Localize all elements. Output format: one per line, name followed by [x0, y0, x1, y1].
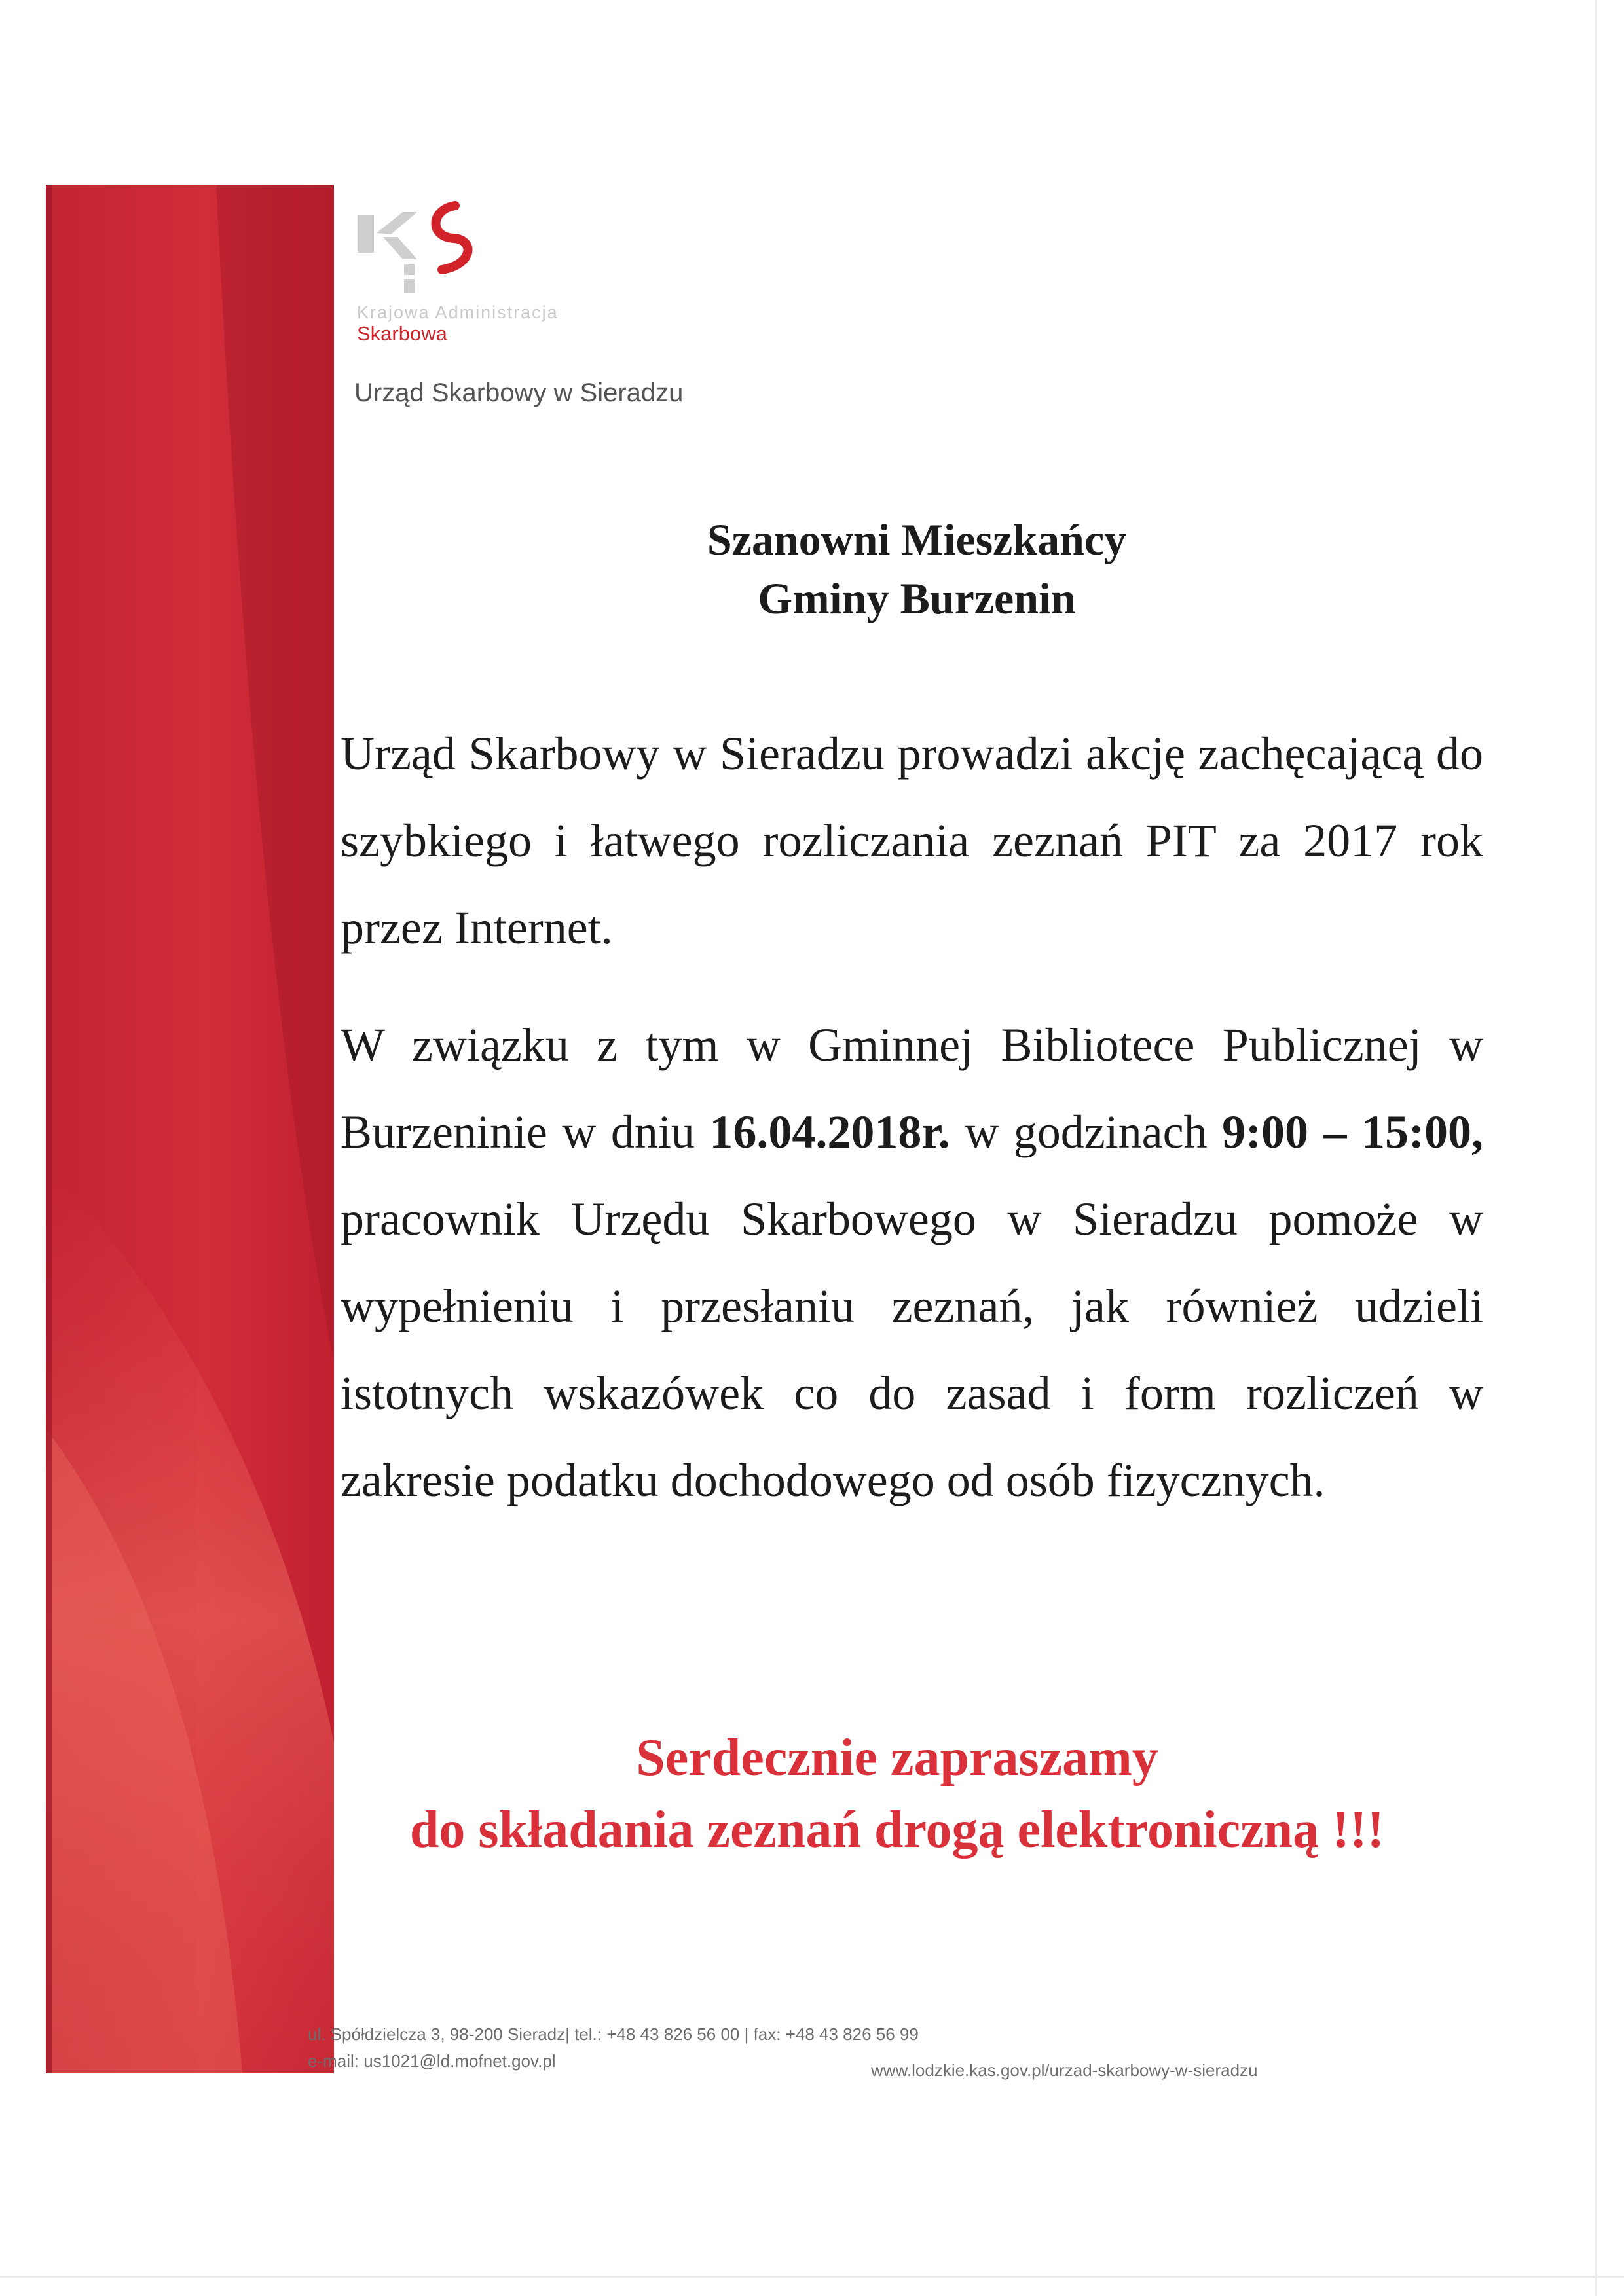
paragraph-2: [341, 1002, 1483, 1524]
paragraph-2-part1: W związku z tym w Gminnej Bibliotece Publicznej w Burzeninie w dniu: [341, 1019, 1483, 1158]
scan-edge-right: [1595, 0, 1597, 2296]
footer-website: www.lodzkie.kas.gov.pl/urzad-skarbowy-w-sieradzu: [871, 2060, 1258, 2080]
kas-logo-icon: [357, 196, 488, 295]
event-hours: 9:00 – 15:00,: [1222, 1106, 1483, 1158]
scan-edge-bottom: [0, 2276, 1624, 2278]
office-name: Urząd Skarbowy w Sieradzu: [354, 378, 684, 407]
greeting-line1: Szanowni Mieszkańcy: [707, 515, 1127, 564]
event-date: 16.04.2018r.: [709, 1106, 950, 1158]
paragraph-1: Urząd Skarbowy w Sieradzu prowadzi akcję zachęcającą do szybkiego i łatwego rozliczania zeznań PIT za 2017 rok przez Internet.: [341, 727, 1483, 954]
logo-text-line1: Krajowa Administracja: [357, 302, 559, 322]
paragraph-2-part2: w godzinach: [950, 1106, 1223, 1158]
invitation-line1: Serdecznie zapraszamy: [636, 1729, 1158, 1787]
footer-email: e-mail: us1021@ld.mofnet.gov.pl: [308, 2051, 556, 2071]
greeting-line2: Gminy Burzenin: [758, 574, 1076, 623]
paragraph-2-part3: pracownik Urzędu Skarbowego w Sieradzu pomoże w wypełnieniu i przesłaniu zeznań, jak również udzieli istotnych wskazówek co do zasad i form rozliczeń w zakresie podatku dochodowego od osób fizycznych.: [341, 1193, 1483, 1506]
invitation-line2: do składania zeznań drogą elektroniczną !!!: [409, 1801, 1385, 1859]
decorative-red-band: [46, 185, 334, 2073]
footer-address: ul. Spółdzielcza 3, 98-200 Sieradz| tel.: +48 43 826 56 00 | fax: +48 43 826 56 99: [308, 2024, 919, 2044]
logo-text-line2: Skarbowa: [357, 322, 447, 345]
